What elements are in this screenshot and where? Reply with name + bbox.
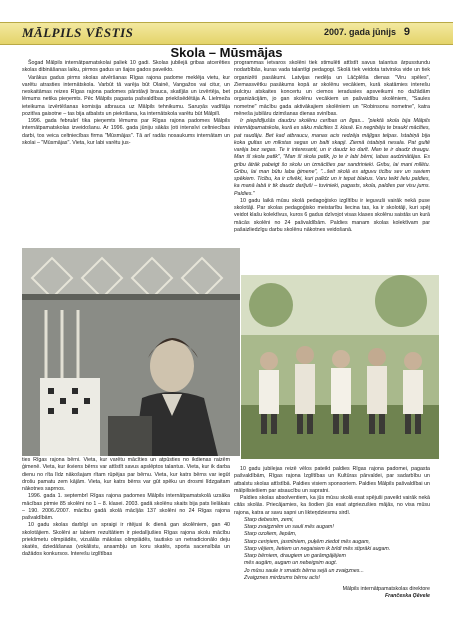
header-band [0,22,453,45]
photo-children-performing [241,275,439,459]
paragraph: ties Rīgas rajona bērni. Vieta, kur varētu mācīties un atpūsties no ikdienas raizēm ģimenē. Vieta, kur ikviens bērns var attīstīt savus apslēptos talantus. Vieta, kur ik darba dienu no rīta līdz nākošajam rītam rūpējas par bērnu. Vieta, kur katrs bērns var iegūt drošu pamatu zem kājām. Vieta, kur katrs bērns var gūt spēku un drosmi līdzgaitam nākotnes saprnos. [22,457,230,492]
paragraph: Šogad Mālpils internātpamatskolai paliek 10 gadi. Skolas jubilejā gribas atcerēties skolas dibināšanas laiku, pirmos gadus un šajos gados paveikto. [22,60,230,74]
poem-line: Zvaigznes mirdzums bērnu acīs! [244,574,320,581]
paragraph: 10 gadu jubilejas reizē vēlos pateikt paldies Rīgas rajona padomei, pagasta pašvaldībām, Rīgas rajona Izglītības un Kultūras pārvaldei, par sadarbību un atbalstu skolas attīstībā. Paldies visiem sponsoriem. Paldies Mālpils pašvaldībai un mālpilisiešiem par atsaucību un sapratni. [234,466,430,494]
column-left-top [22,60,230,147]
poem-line: Starp vējiem, lietiem un negaisiem ik brīdi mēs stiprāki augam. [244,545,391,552]
signature-name: Frančeska Ģēvele [384,593,430,600]
poem-line: Starp ozoliem, liepām, [244,531,297,538]
photo-director-speech [22,248,240,456]
poem-line: Starp zvaigznēm un sauli mēs augam! [244,524,334,530]
paragraph: 10 gadu laikā mūsu skolā pedagoģisko izglītību ir ieguvuši vairāk nekā puse skolotāji. Par skolas pedagoģisko meistarību liecina tas, ka ir skolotāji, kuri spēj veidot klašu kolektīvus, kuros 6 gadus dzīvojot visas klases skolēnu saistās un kurā mācās skolēni no 24 pašvaldībām. Paldies manam skolas kolektīvam par pašaizliedzīgu darbu skolēnu nākotnes veidošanā. [234,197,430,233]
quote-paragraph: Ir piepildījušās daudzu skolēnu cerības un līgas... "piektā skola bija Mālpils internātpamatskola, kurā es sāku mācīties 3. klasē. Es negribēju te braukt mācīties, pat raudāju. Bet kad atbraucu, manas acis redzēja mājīgas telpas. Istabiņā bija koka gultas un mīkstas segas un balti skapji. Ziemā istabiņā nesala. Pat gultē varēja bez segas. Te ir interesanti, un ir daudz ko darīt. Man te ir daudz draugu. Man šī skola patīk", "Man šī skola patīk, jo te ir labi bērni, labas audzinātājas. Es gribu ātrāk pabeigt šo skolu un izmācīties par sandrinieki. Gribu, lai mani mīlētu. Gribu, lai man būtu laba ģimene", "...šeit skolā es atguvu ticību sev un saviem spēkiem. Ticību, ka ir cilvēki, kuri palīdz un ir tepat blakus. Varu teikt lielu paldies, ka manā labā ir tik daudz darījuši – tuvinieki, pagasts, skola, paldies par visu jums. Paldies." [234,118,430,197]
column-left-bottom [22,457,230,559]
paragraph: 10 gadu skolas darbīgi un spraigi ir ritējusi ik dienā gan skolēniem, gan 40 skolotājiem. Skolēni ar labiem rezultātiem ir piedalījušies Rīgas rajona skolu mācību priekšmetu olimpiādēs, vizuālās mākslas olimpiādēs, tautisko un netradicionālo deju skatēs, dziedāšanas (vokālistu, ansambļu un koru skatēs, sporta sacensībās un dažādos konkursos. Interešu izglītības [22,522,230,558]
column-right-bottom [234,466,430,601]
paragraph: Paldies skolas absolventiem, ka jūs mūsu skolā esat spējuši paveikt vairāk nekā citās skolās. Priecājamies, ka šodien jūs esat atgriezušies mājās, no visa mūsu rajona, katra ar savu sapni un likteņdziesmu sirdī. [234,495,430,516]
signature-role: Mālpils internātpamatskolas direktore [342,586,430,592]
poem-line: mēs augām, augam un nebeigsim augt. [244,560,338,567]
page-number: 9 [403,26,410,38]
photo-children-performing-image [241,275,439,459]
poem-line: Starp bērniem, draugiem un garāmgājējiem [244,553,346,559]
poem [234,517,430,582]
column-right-top [234,60,430,234]
paragraph: programmas ietvaros skolēni tiek stimulēti attīstīt savus talantus ārpusstundu nodarbībās, kuras vada talantīgi pedagogi. Skolā tiek veidota tatvirska vide un tiek organizēti pasākumi. Latvijas nedēļa un Lāčplēša dienas "Viru spēles", Ziemassvētku pasākums kopā ar skolēnu vecākiem, kurā skatāmies interešu pulciņu atskaites koncertu un ciemos ieradusies apsveikumi no dažādām organizācijām, jo gan skolēnu vecākiem un pašvaldību skolēniem, "Saules nometne" mācību gada aktivākajiem skolēniem un "Robinsonu nometne", katra mēneša jubilāru dzimšanas dienas svinības. [234,60,430,117]
paragraph: 1996. gada 1. septembrī Rīgas rajona padomes Mālpils internātpamatskolā uzsāka mācības pirmie 85 skolēni no 1 – 8. klasei. 2003. gadā skolēnu skaits bija pats lielākais – 190. 2006./2007. mācību gadā skolā mācījās 137 skolēni no 24 Rīgas rajona pašvaldībām. [22,493,230,521]
poem-line: Starp ceriņiem, jasmīniem, puķēm ziedot mēs augam, [244,538,370,545]
issue-date: 2007. gada jūnijs [323,27,396,37]
paragraph: 1996. gada februārī tika pieņemts lēmums par Rīgas rajona padomes Mālpils internātpamatskolas izveidošanu. Ar 1996. gada jūniju sākās ļoti intensīvi celtniecības darbi, tos veica celtniecības firma "Mūsmājas". Tā arī radās nosaukums internātam un skolai – "Mūsmājas". Vieta, kur labi varētu jus- [22,118,230,146]
paragraph: Varākus gadus pirms skolas atvēršanas Rīgas rajona padome meklēja vietu, kur varētu atrasties internātskola. Varbūt tā varēja būt Olainē, Vangažos vai citur, un neskaitāmas reizes Rīgas rajona padomes pārstāvji brauca, skatījās un izvērtēja, bet lēmums netika pieņemts. Pēc Mālpils pagasta pašvaldības priekšsēdētāja A. Lielmeža ieteikuma izvērtēšanas komisija atbrauca uz Mālpils tehnikumu. Saruņās vadītāja pozitīva gaisotne – tas bija atbalsts un piekrišana, ka internātskola varētu būt Mālpilī. [22,74,230,117]
poem-line: Jo mūsu saule ir smaids bērna sejā un zvaigznes... [244,567,364,574]
photo-director-speech-image [22,248,240,456]
masthead: MĀLPILS VĒSTIS [22,25,134,40]
poem-line: Starp debesim, zemi, [244,516,294,523]
article-title: Skola – Mūsmājas [170,45,283,60]
